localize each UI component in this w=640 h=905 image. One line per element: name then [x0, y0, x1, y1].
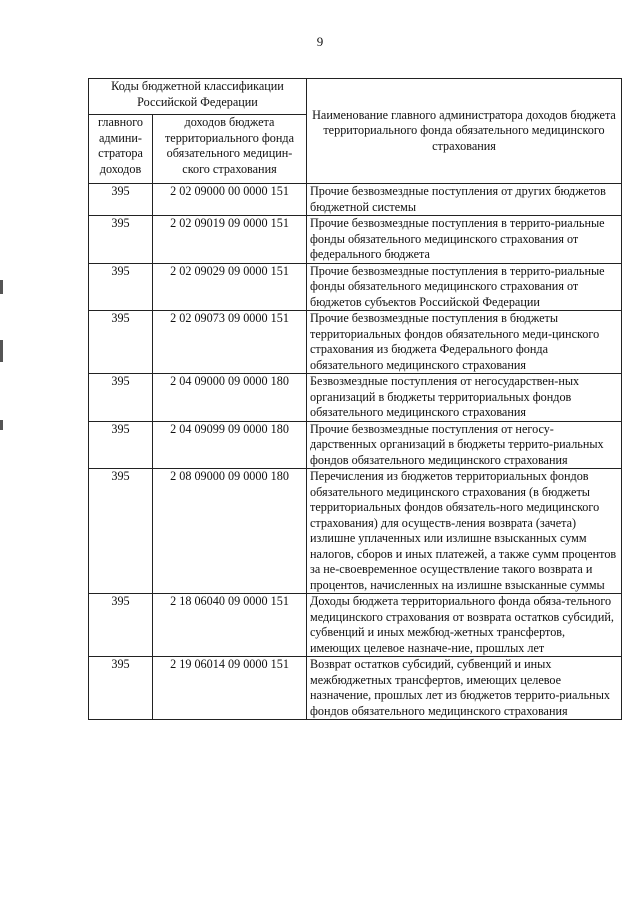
scan-edge-mark: [0, 340, 3, 362]
table-row: [89, 421, 622, 469]
income-code-cell: 2 08 09000 09 0000 180: [153, 469, 307, 594]
header-admin-code: главного админи-стратора доходов: [89, 115, 153, 184]
table-row: [89, 184, 622, 216]
admin-code-cell: 395: [89, 184, 153, 216]
page-number: 9: [316, 34, 324, 49]
table-row: [89, 216, 622, 264]
administrator-name-cell: Безвозмездные поступления от негосударствен-ных организаций в бюджеты территориальных фондов обязательного медицинского страхования: [307, 374, 622, 422]
administrator-name-cell: Прочие безвозмездные поступления в террито-риальные фонды обязательного медицинского страхования от федерального бюджета: [307, 216, 622, 264]
header-codes-group: Коды бюджетной классификации Российской Федерации: [89, 79, 307, 115]
table-row: [89, 469, 622, 594]
administrator-name-cell: Доходы бюджета территориального фонда обяза-тельного медицинского страхования от возврата остатков субсидий, субвенций и иных межбюд-жетных трансфертов, имеющих целевое назначе-ние, прошлых лет: [307, 594, 622, 657]
admin-code-cell: 395: [89, 421, 153, 469]
admin-code-cell: 395: [89, 263, 153, 311]
admin-code-cell: 395: [89, 657, 153, 720]
header-administrator-name: Наименование главного администратора доходов бюджета территориального фонда обязательного медицинского страхования: [307, 79, 622, 184]
income-code-cell: 2 02 09029 09 0000 151: [153, 263, 307, 311]
income-code-cell: 2 18 06040 09 0000 151: [153, 594, 307, 657]
header-income-code: доходов бюджета территориального фонда обязательного медицин-ского страхования: [153, 115, 307, 184]
administrator-name-cell: Прочие безвозмездные поступления от негосу-дарственных организаций в бюджеты террито-риальных фондов обязательного медицинского страхования: [307, 421, 622, 469]
administrator-name-cell: Прочие безвозмездные поступления в террито-риальные фонды обязательного медицинского страхования от бюджетов субъектов Российской Федерации: [307, 263, 622, 311]
table-row: [89, 263, 622, 311]
table-row: [89, 657, 622, 720]
admin-code-cell: 395: [89, 311, 153, 374]
admin-code-cell: 395: [89, 594, 153, 657]
scan-edge-mark: [0, 280, 3, 294]
income-code-cell: 2 19 06014 09 0000 151: [153, 657, 307, 720]
scan-edge-mark: [0, 420, 3, 430]
table-row: [89, 374, 622, 422]
income-code-cell: 2 02 09073 09 0000 151: [153, 311, 307, 374]
budget-codes-table: [88, 78, 622, 720]
income-code-cell: 2 02 09019 09 0000 151: [153, 216, 307, 264]
admin-code-cell: 395: [89, 216, 153, 264]
income-code-cell: 2 04 09099 09 0000 180: [153, 421, 307, 469]
table-row: [89, 594, 622, 657]
administrator-name-cell: Возврат остатков субсидий, субвенций и иных межбюджетных трансфертов, имеющих целевое назначение, прошлых лет из бюджетов террито-риальных фондов обязательного медицинского страхования: [307, 657, 622, 720]
income-code-cell: 2 02 09000 00 0000 151: [153, 184, 307, 216]
table-row: [89, 311, 622, 374]
administrator-name-cell: Прочие безвозмездные поступления от других бюджетов бюджетной системы: [307, 184, 622, 216]
administrator-name-cell: Прочие безвозмездные поступления в бюджеты территориальных фондов обязательного меди-цинского страхования из бюджета Федерального фонда обязательного медицинского страхования: [307, 311, 622, 374]
admin-code-cell: 395: [89, 469, 153, 594]
income-code-cell: 2 04 09000 09 0000 180: [153, 374, 307, 422]
administrator-name-cell: Перечисления из бюджетов территориальных фондов обязательного медицинского страхования (в бюджеты территориальных фондов обязатель-ного медицинского страхования) для осуществ-ления возврата (зачета) излишне уплаченных или излишне взысканных сумм налогов, сборов и иных платежей, а также сумм процентов за не-своевременное осуществление такого возврата и процентов, начисленных на излишне взысканные суммы: [307, 469, 622, 594]
admin-code-cell: 395: [89, 374, 153, 422]
